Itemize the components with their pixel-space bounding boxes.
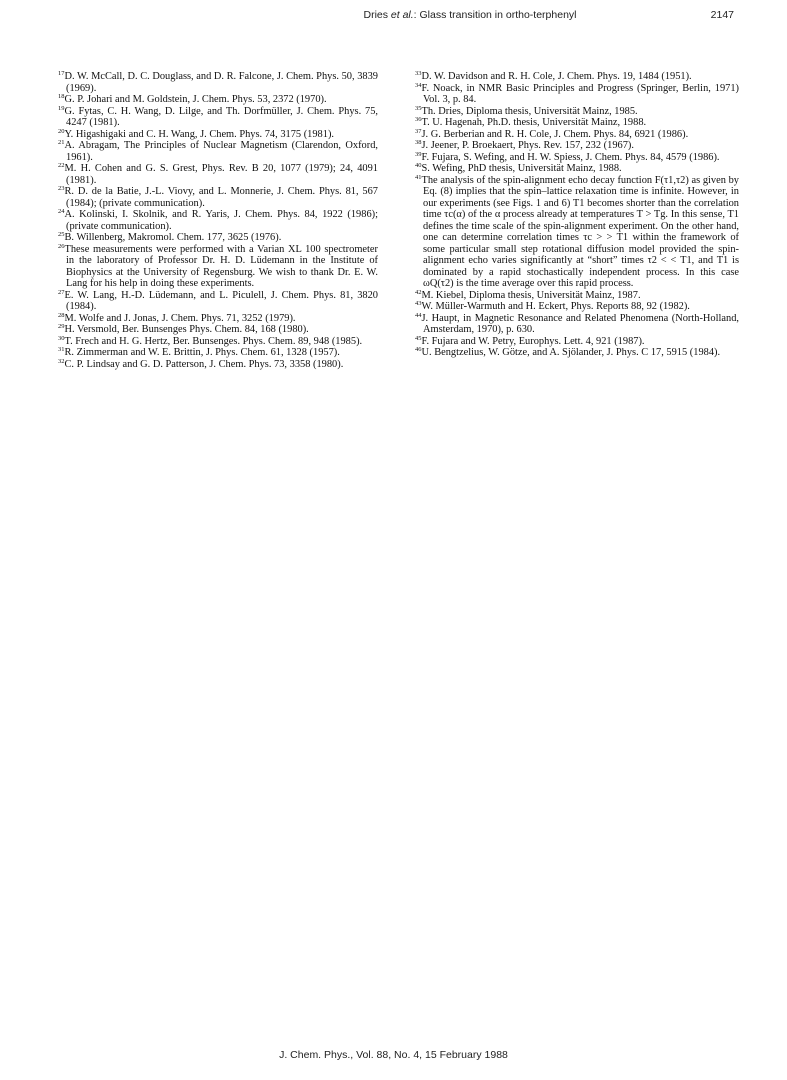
reference-item — [58, 129, 378, 141]
reference-text: S. Wefing, PhD thesis, Universität Mainz, 1988. — [421, 163, 622, 174]
reference-number: 40 — [415, 162, 422, 169]
reference-item — [58, 232, 378, 244]
reference-item — [58, 324, 378, 336]
reference-number: 37 — [415, 127, 422, 135]
reference-text: G. Fytas, C. H. Wang, D. Lilge, and Th. Dorfmüller, J. Chem. Phys. 75, 4247 (1981). — [64, 105, 378, 128]
reference-number: 22 — [58, 162, 65, 169]
reference-number: 32 — [58, 357, 65, 365]
reference-number: 28 — [58, 311, 65, 319]
reference-number: 36 — [415, 116, 422, 123]
reference-number: 38 — [415, 139, 422, 146]
reference-text: A. Kolinski, I. Skolnik, and R. Yaris, J. Chem. Phys. 84, 1922 (1986); (private communication). — [64, 209, 378, 232]
reference-column-left — [58, 71, 378, 370]
reference-number: 27 — [58, 288, 65, 296]
reference-text: J. G. Berberian and R. H. Cole, J. Chem. Phys. 84, 6921 (1986). — [421, 128, 689, 140]
reference-text: F. Fujara and W. Petry, Europhys. Lett. 4, 921 (1987). — [421, 335, 645, 347]
reference-item — [415, 336, 739, 348]
reference-text: E. W. Lang, H.-D. Lüdemann, and L. Piculell, J. Chem. Phys. 81, 3820 (1984). — [64, 289, 378, 312]
reference-number: 39 — [415, 150, 422, 158]
reference-item — [415, 163, 739, 175]
reference-text: F. Fujara, S. Wefing, and H. W. Spiess, J. Chem. Phys. 84, 4579 (1986). — [421, 151, 720, 163]
reference-text: M. H. Cohen and G. S. Grest, Phys. Rev. B 20, 1077 (1979); 24, 4091 (1981). — [64, 163, 378, 186]
reference-item — [58, 163, 378, 186]
reference-item — [415, 175, 739, 290]
reference-item — [415, 140, 739, 152]
reference-number: 25 — [58, 231, 65, 238]
running-head — [290, 9, 650, 21]
reference-number: 21 — [58, 139, 65, 146]
reference-number: 23 — [58, 185, 65, 192]
reference-item — [415, 71, 739, 83]
reference-text: The analysis of the spin-alignment echo decay function F(τ1,τ2) as given by Eq. (8) implies that the spin–lattice relaxation time is infinite. However, in our experiments (see Figs. 1 and 6) T1 becomes shorter than the correlation time τc(α) of the α process already at temperatures T > Tg. In this sense, T1 defines the time scale of the spin-alignment experiment. On the other hand, one can determine correlation times τc > > T1 within the framework of some particular small step rotational diffusion model provided the spin-alignment echo varies significantly at “short” times τ2 < < T1, and T1 is dominated by a rapid stochastically independent process. In this case ωQ(τ2) is the time average over this rapid process. — [421, 174, 739, 289]
reference-item — [58, 336, 378, 348]
reference-text: R. Zimmerman and W. E. Brittin, J. Phys. Chem. 61, 1328 (1957). — [64, 347, 340, 358]
reference-number: 19 — [58, 104, 65, 112]
reference-text: J. Haupt, in Magnetic Resonance and Related Phenomena (North-Holland, Amsterdam, 1970), p. 630. — [421, 312, 739, 335]
reference-number: 31 — [58, 346, 65, 353]
reference-text: H. Versmold, Ber. Bunsenges Phys. Chem. 84, 168 (1980). — [64, 324, 309, 335]
reference-number: 26 — [58, 242, 65, 250]
reference-item — [415, 347, 739, 359]
reference-number: 18 — [58, 93, 65, 100]
reference-item — [58, 71, 378, 94]
reference-item — [415, 152, 739, 164]
reference-text: M. Kiebel, Diploma thesis, Universität Mainz, 1987. — [421, 289, 641, 301]
reference-column-right — [415, 71, 739, 359]
reference-text: U. Bengtzelius, W. Götze, and A. Sjölander, J. Phys. C 17, 5915 (1984). — [421, 347, 721, 358]
running-head-title: : Glass transition in ortho-terphenyl — [413, 9, 577, 21]
reference-number: 30 — [58, 334, 65, 342]
reference-text: T. U. Hagenah, Ph.D. thesis, Universität Mainz, 1988. — [421, 117, 647, 128]
reference-text: J. Jeener, P. Broekaert, Phys. Rev. 157, 232 (1967). — [421, 140, 634, 151]
reference-text: G. P. Johari and M. Goldstein, J. Chem. Phys. 53, 2372 (1970). — [64, 94, 327, 105]
reference-item — [58, 244, 378, 290]
reference-number: 46 — [415, 346, 422, 353]
reference-item — [415, 83, 739, 106]
reference-text: D. W. McCall, D. C. Douglass, and D. R. Falcone, J. Chem. Phys. 50, 3839 (1969). — [64, 71, 378, 94]
page-number: 2147 — [710, 9, 734, 21]
reference-number: 33 — [415, 70, 422, 77]
reference-number: 42 — [415, 288, 422, 296]
reference-number: 29 — [58, 323, 65, 330]
reference-text: Y. Higashigaki and C. H. Wang, J. Chem. Phys. 74, 3175 (1981). — [64, 128, 335, 140]
reference-item — [58, 209, 378, 232]
reference-item — [58, 106, 378, 129]
reference-item — [415, 117, 739, 129]
reference-text: W. Müller-Warmuth and H. Eckert, Phys. Reports 88, 92 (1982). — [421, 301, 690, 312]
running-head-etal: et al. — [390, 9, 414, 21]
reference-text: C. P. Lindsay and G. D. Patterson, J. Chem. Phys. 73, 3358 (1980). — [64, 358, 344, 370]
reference-item — [58, 347, 378, 359]
reference-number: 17 — [58, 70, 65, 77]
reference-text: Th. Dries, Diploma thesis, Universität Mainz, 1985. — [421, 105, 638, 117]
reference-text: B. Willenberg, Makromol. Chem. 177, 3625 (1976). — [64, 232, 282, 243]
reference-item — [415, 301, 739, 313]
reference-item — [58, 186, 378, 209]
reference-item — [58, 140, 378, 163]
reference-text: F. Noack, in NMR Basic Principles and Progress (Springer, Berlin, 1971) Vol. 3, p. 84. — [421, 82, 739, 105]
reference-text: These measurements were performed with a Varian XL 100 spectrometer in the laboratory of Professor Dr. H. D. Lüdemann in the Institute of Biophysics at the University of Regensburg. We wish to thank Dr. E. W. Lang for his help in doing these experiments. — [64, 243, 378, 289]
reference-item — [415, 129, 739, 141]
reference-item — [415, 106, 739, 118]
reference-number: 24 — [58, 208, 65, 215]
reference-number: 34 — [415, 81, 422, 89]
reference-item — [58, 290, 378, 313]
reference-item — [58, 94, 378, 106]
reference-number: 44 — [415, 311, 422, 319]
reference-number: 41 — [415, 173, 422, 181]
reference-text: A. Abragam, The Principles of Nuclear Magnetism (Clarendon, Oxford, 1961). — [64, 140, 378, 163]
reference-text: M. Wolfe and J. Jonas, J. Chem. Phys. 71, 3252 (1979). — [64, 312, 296, 324]
journal-footer: J. Chem. Phys., Vol. 88, No. 4, 15 February 1988 — [279, 1049, 508, 1061]
reference-item — [58, 359, 378, 371]
reference-item — [415, 290, 739, 302]
reference-text: D. W. Davidson and R. H. Cole, J. Chem. Phys. 19, 1484 (1951). — [421, 71, 692, 82]
reference-item — [415, 313, 739, 336]
reference-text: T. Frech and H. G. Hertz, Ber. Bunsenges. Phys. Chem. 89, 948 (1985). — [64, 335, 363, 347]
running-head-authors: Dries — [363, 9, 391, 21]
reference-number: 45 — [415, 334, 422, 342]
reference-item — [58, 313, 378, 325]
reference-number: 35 — [415, 104, 422, 112]
reference-number: 20 — [58, 127, 65, 135]
reference-number: 43 — [415, 300, 422, 307]
reference-text: R. D. de la Batie, J.-L. Viovy, and L. Monnerie, J. Chem. Phys. 81, 567 (1984); (private communication). — [64, 186, 378, 209]
